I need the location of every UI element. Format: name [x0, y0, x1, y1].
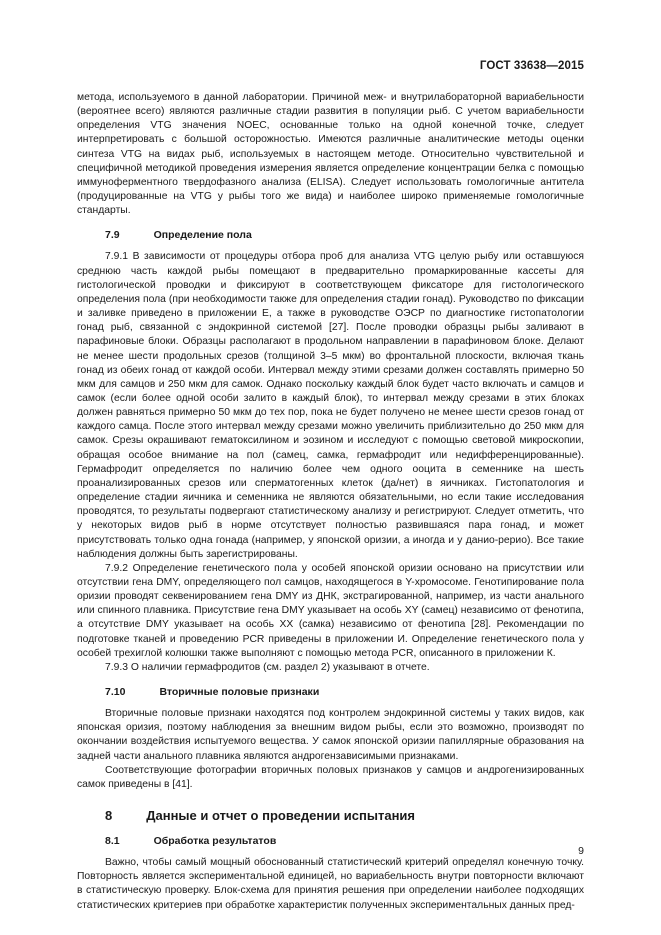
section-title: Вторичные половые признаки: [159, 686, 320, 699]
section-7-9-heading: [77, 228, 584, 242]
document-body: [77, 91, 584, 913]
section-number: 7.9: [105, 229, 120, 242]
page-number: 9: [578, 845, 584, 857]
paragraph-7-10-2: Соответствующие фотографии вторичных половых признаков у самцов и андрогенизированных самок приведены в [41].: [77, 764, 584, 790]
section-title: Данные и отчет о проведении испытания: [146, 808, 416, 824]
section-title: Определение пола: [153, 229, 252, 242]
paragraph-7-9-3: 7.9.3 О наличии гермафродитов (см. раздел 2) указывают в отчете.: [105, 661, 430, 673]
section-number: 7.10: [105, 686, 126, 699]
section-number: 8: [105, 808, 113, 824]
section-title: Обработка результатов: [153, 835, 277, 848]
standard-code: ГОСТ 33638—2015: [479, 60, 584, 72]
section-8-1-heading: [77, 834, 584, 848]
section-7-10-heading: [77, 685, 584, 699]
paragraph-8-1-1: Важно, чтобы самый мощный обоснованный статистический критерий определял конечную точку. Повторность является экспериментальной единицей, но вариабельность внутри повторности включают в статистическую проверку. Блок-схема для принятия решения при определении наиболее подходящих статистических критериев при обработке характеристик полученных экспериментальных данных пред-: [77, 857, 584, 911]
paragraph-7-9-2: 7.9.2 Определение генетического пола у особей японской оризии основано на присутствии или отсутствии гена DMY, определяющего пол самцов, находящегося в Y-хромосоме. Генотипирование пола оризии проводят секвенированием гена DMY из ДНК, экстрагированной, например, из части анального или спинного плавника. Присутствие гена DMY указывает на особь XY (самец) независимо от фенотипа, а отсутствие DMY указывает на особь XX (самка) независимо от фенотипа [28]. Рекомендации по подготовке тканей и проведению PCR приведены в приложении И. Определение генетического пола у особей трехиглой колюшки также выполняют с помощью метода PCR, описанного в приложении К.: [77, 562, 584, 659]
section-number: 8.1: [105, 835, 120, 848]
section-8-heading: [77, 808, 584, 824]
intro-paragraph: метода, используемого в данной лаборатории. Причиной меж- и внутрилабораторной вариабельности (вероятнее всего) являются различные стадии развития в популяции рыб. С учетом вариабельности определения VTG значения NOEC, основанные только на одной конечной точке, следует интерпретировать с большой осторожностью. Имеются различные аналитические методы оценки синтеза VTG на видах рыб, используемых в настоящем методе. Относительно чувствительной и специфичной методикой проведения измерения является определение концентрации белка с помощью иммуноферментного твердофазного анализа (ELISA). Следует использовать гомологичные антитела (продуцированные на VTG у рыбы того же вида) и наиболее широко применяемые гомологичные стандарты.: [77, 92, 584, 217]
paragraph-7-10-1: Вторичные половые признаки находятся под контролем эндокринной системы у таких видов, как японская оризия, поэтому наблюдения за внешним видом рыбы, если это возможно, производят по окончании воздействия испытуемого вещества. У самок японской оризии папиллярные образования на задней части анального плавника являются андрогензависимыми признаками.: [77, 708, 584, 762]
paragraph-7-9-1: 7.9.1 В зависимости от процедуры отбора проб для анализа VTG целую рыбу или оставшуюся среднюю часть каждой рыбы помещают в предварительно промаркированные кассеты для гистологической проводки и фиксируют в соответствующем фиксаторе для гистологического определения пола (при необходимости также для определения стадии гонад). Руководство по фиксации и заливке приведено в приложении Е, а также в руководстве ОЭСР по диагностике гистопатологии гонад рыб, связанной с эндокринной системой [27]. После проводки образцы рыбы заливают в парафиновые блоки. Образцы располагают в продольном направлении в парафиновом блоке. Делают не менее шести продольных срезов (толщиной 3–5 мкм) во фронтальной плоскости, включая ткань гонад из обеих гонад от каждой особи. Интервал между этими срезами должен составлять примерно 50 мкм для самцов и 250 мкм для самок. Однако поскольку каждый блок будет часто включать и самцов и самок (если более одной особи залито в каждый блок), то интервал между срезами в этих блоках должен равняться примерно 50 мкм до тех пор, пока не будет получено не менее шести срезов гонад от каждого самца. После этого интервал между срезами можно увеличить приблизительно до 250 мкм для самок. Срезы окрашивают гематоксилином и эозином и исследуют с помощью световой микроскопии, обращая особое внимание на пол (самец, самка, гермафродит или недифференцированные). Гермафродит определяется по наличию более чем одного ооцита в семеннике на шесть проанализированных срезов или сперматогенных клеток (да/нет) в яичниках. Гистопатология и определение стадии яичника и семенника не являются обязательными, но если такие исследования проводятся, то результаты подвергают статистическому анализу и регистрируют. Следует отметить, что у некоторых видов рыб в норме отсутствует полностью развившаяся пара гонад, и может присутствовать только одна гонада (например, у японской оризии, а иногда и у данио-рерио). Все такие наблюдения должны быть зарегистрированы.: [77, 251, 584, 560]
